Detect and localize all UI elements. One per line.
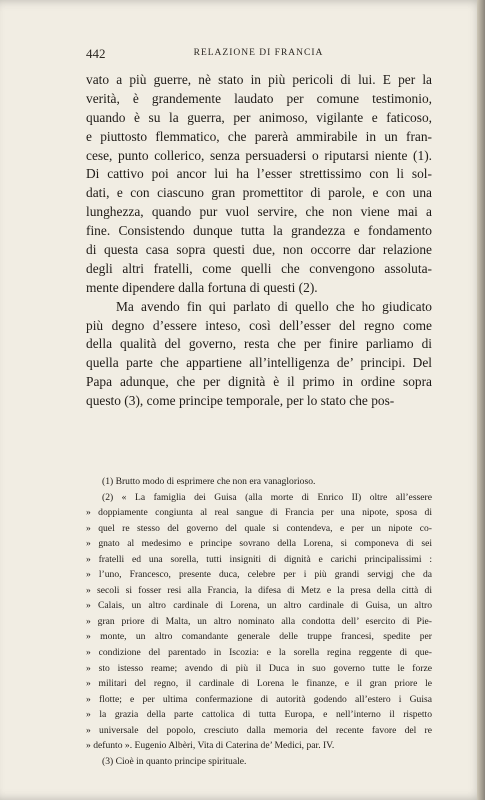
text-line: di questa casa sopra questi due, non occorre dar relazione <box>86 242 432 258</box>
text-line: dati, e con ciascuno gran promettitor di parole, e con una <box>86 185 432 201</box>
text-line: vato a più guerre, nè stato in più pericoli di lui. E per la <box>86 72 432 87</box>
footnote-line: » l’uno, Francesco, presente duca, celebre per i più grandi servigj che da <box>86 569 432 581</box>
footnote-line: » militari del regno, il cardinale di Lorena le finanze, e il gran priore le <box>86 678 432 690</box>
text-line: quando è su la guerra, per animoso, vigilante e faticoso, <box>86 109 432 125</box>
footnote-line: » gnato al medesimo e principe sovrano della Lorena, si componeva di sei <box>86 538 432 550</box>
page-edge-shadow <box>477 0 485 800</box>
text-line: lunghezza, quando pur vuol servire, che non viene mai a <box>86 204 432 220</box>
footnote-line: » quel re stesso del governo del quale si contendeva, e per un nipote co- <box>86 522 432 534</box>
footnote-line: » defunto ». Eugenio Albèri, Vita di Caterina de’ Medici, par. IV. <box>86 740 335 752</box>
text-line: cese, punto collerico, senza persuadersi o riputarsi niente (1). <box>86 147 432 163</box>
text-line: Papa adunque, che per dignità è il primo in ordine sopra <box>86 374 432 390</box>
running-head: RELAZIONE DI FRANCIA <box>193 48 324 58</box>
footnote-line: (2) « La famiglia dei Guisa (alla morte di Enrico II) oltre all’essere <box>102 491 432 503</box>
footnote-line: » condizione del parentado in Iscozia: e la sorella regina reggente di que- <box>86 647 432 659</box>
footnote-line: (3) Cioè in quanto principe spirituale. <box>102 755 247 767</box>
footnote-line: » sto istesso reame; avendo di più il Duca in suo governo tutte le forze <box>86 662 432 674</box>
main-text <box>86 71 432 411</box>
text-line: fine. Consistendo dunque tutta la grandezza e fondamento <box>86 223 432 239</box>
text-line: della qualità del governo, resta che per finire parliamo di <box>86 336 432 352</box>
footnote-line: » secoli si fosser resi alla Francia, la difesa di Metz e la presa della città di <box>86 584 432 596</box>
footnote-line: » doppiamente congiunta al real sangue di Francia per una nipote, sposa di <box>86 507 432 519</box>
text-line: degli altri fratelli, come quelli che convengono assoluta- <box>86 260 432 276</box>
footnote-line: (1) Brutto modo di esprimere che non era vanaglorioso. <box>102 476 316 487</box>
text-line: Di cattivo poi ancor lui ha l’esser strettissimo con li sol- <box>86 166 432 182</box>
footnote-line: » fratelli ed una sorella, tutti insigniti di dignità e carichi principalissimi : <box>86 553 432 565</box>
text-line: questo (3), come principe temporale, per lo stato che pos- <box>86 393 395 409</box>
text-line: verità, è grandemente laudato per comune testimonio, <box>86 90 432 106</box>
footnote-line: » la grazia della parte cattolica di tutta Europa, e nell’interno il rispetto <box>86 709 432 721</box>
page-number: 442 <box>86 46 106 61</box>
text-line: quella parte che appartiene all’intelligenza de’ principi. Del <box>86 355 432 371</box>
footnote-line: » Calais, un altro cardinale di Lorena, un altro cardinale di Guisa, un altro <box>86 600 432 612</box>
footnote-line: » monte, un altro comandante generale delle truppe francesi, spedite per <box>86 631 432 643</box>
text-line: e piuttosto flemmatico, che parerà ammirabile in un fran- <box>86 128 432 144</box>
footnotes <box>86 474 432 769</box>
text-line: mente dipendere dalla fortuna di questi (2). <box>86 279 318 295</box>
text-line: Ma avendo fin qui parlato di quello che ho giudicato <box>116 298 432 314</box>
page-header <box>86 46 431 60</box>
footnote-line: » universale del popolo, cresciuto dalla memoria del recente favore del re <box>86 724 432 736</box>
footnote-line: » flotte; e per ultima confermazione di autorità godendo all’estero i Guisa <box>86 693 432 705</box>
footnote-line: » gran priore di Malta, un altro nominato alla condotta dell’ esercito di Pie- <box>86 615 432 627</box>
text-line: più degno d’essere inteso, così dell’esser del regno come <box>86 317 432 333</box>
